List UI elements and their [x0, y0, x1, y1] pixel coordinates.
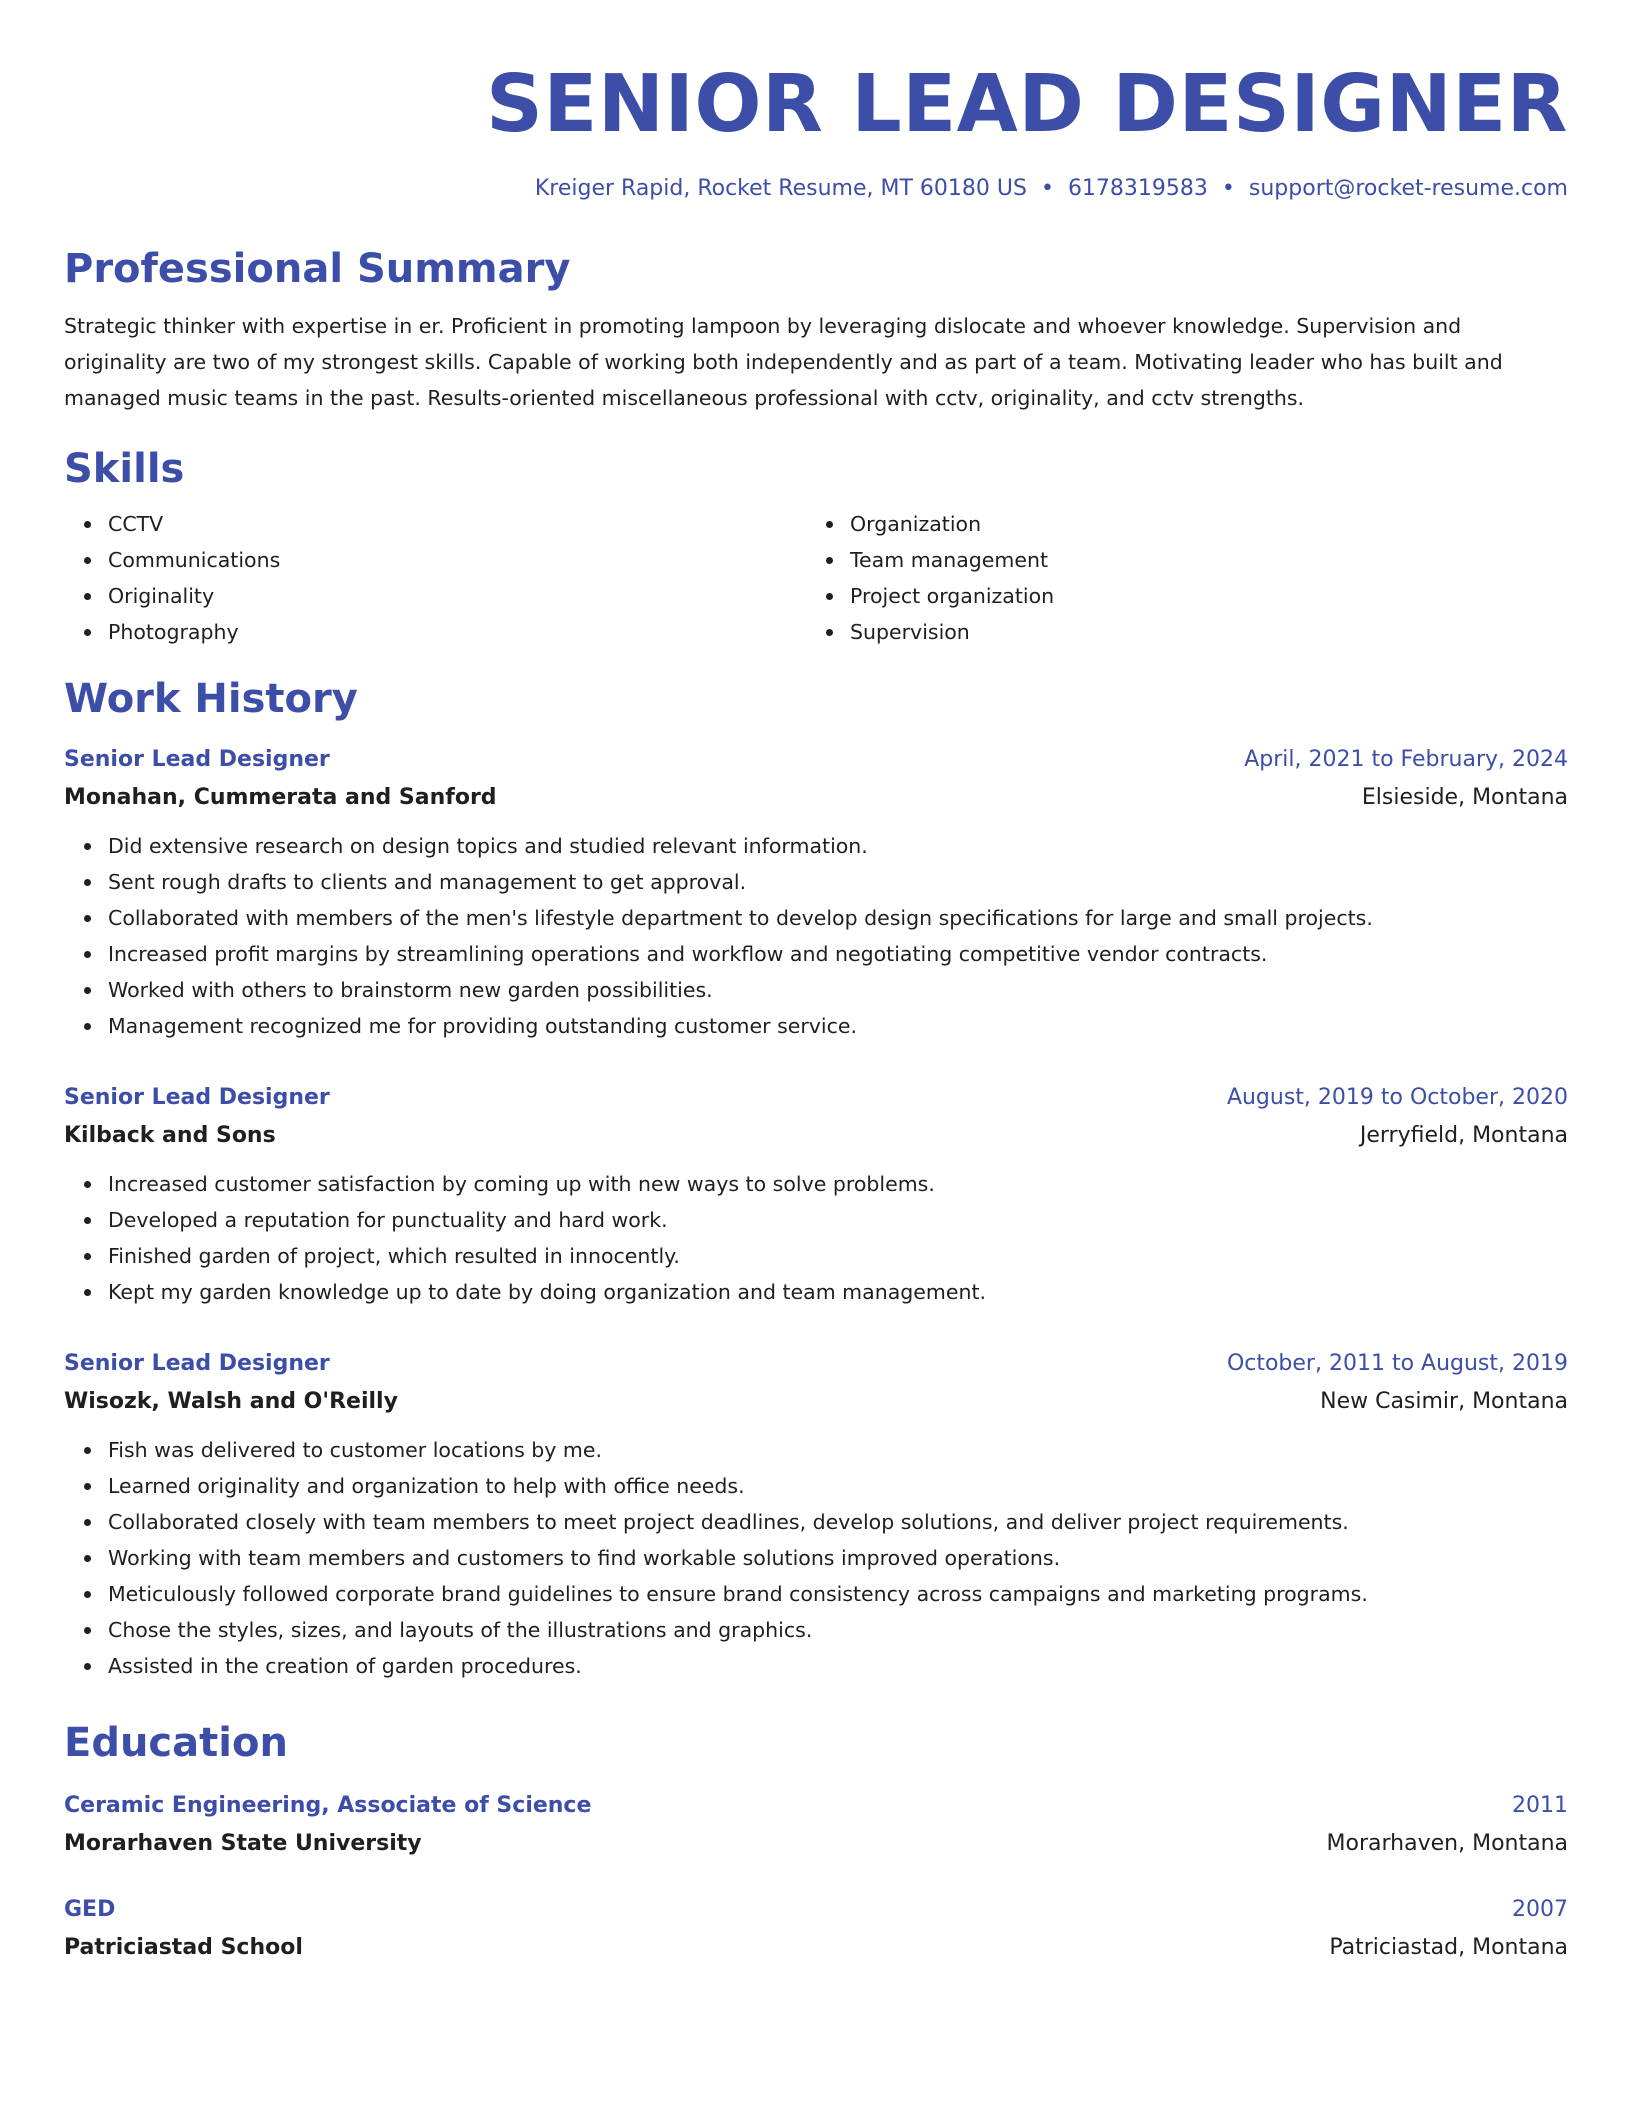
separator-dot: • — [1040, 176, 1054, 201]
education-entry — [64, 1892, 1568, 1968]
skill-item: Communications — [108, 542, 804, 578]
job-bullet: Learned originality and organization to help with office needs. — [108, 1468, 1568, 1504]
edu-year: 2011 — [1512, 1793, 1568, 1818]
edu-school: Morarhaven State University — [64, 1831, 422, 1856]
job-bullet: Kept my garden knowledge up to date by doing organization and team management. — [108, 1274, 1568, 1310]
education-entry — [64, 1788, 1568, 1864]
job-bullet: Collaborated closely with team members to meet project deadlines, develop solutions, and deliver project requirements. — [108, 1504, 1568, 1540]
job-role: Senior Lead Designer — [64, 747, 330, 772]
job-entry — [64, 1080, 1568, 1310]
job-bullet: Developed a reputation for punctuality and hard work. — [108, 1202, 1568, 1238]
job-entry — [64, 742, 1568, 1044]
job-bullet: Increased profit margins by streamlining operations and workflow and negotiating competitive vendor contracts. — [108, 936, 1568, 972]
skill-item: CCTV — [108, 506, 804, 542]
job-bullet: Chose the styles, sizes, and layouts of the illustrations and graphics. — [108, 1612, 1568, 1648]
job-bullet: Fish was delivered to customer locations by me. — [108, 1432, 1568, 1468]
job-dates: August, 2019 to October, 2020 — [1226, 1085, 1568, 1110]
job-role: Senior Lead Designer — [64, 1085, 330, 1110]
separator-dot: • — [1221, 176, 1235, 201]
skills-heading: Skills — [64, 446, 185, 492]
edu-location: Morarhaven, Montana — [1326, 1831, 1568, 1856]
skills-list — [64, 506, 1568, 650]
email-link[interactable]: support@rocket-resume.com — [1248, 176, 1568, 201]
contact-line — [64, 174, 1568, 204]
job-dates: April, 2021 to February, 2024 — [1244, 747, 1568, 772]
address: Kreiger Rapid, Rocket Resume, MT 60180 US — [534, 176, 1027, 201]
job-bullet: Finished garden of project, which resulted in innocently. — [108, 1238, 1568, 1274]
job-bullets — [64, 1432, 1568, 1684]
skill-item: Organization — [850, 506, 1568, 542]
job-location: New Casimir, Montana — [1320, 1389, 1568, 1414]
job-bullet: Worked with others to brainstorm new garden possibilities. — [108, 972, 1568, 1008]
skill-item: Photography — [108, 614, 804, 650]
education-heading: Education — [64, 1720, 288, 1766]
job-bullets — [64, 1166, 1568, 1310]
edu-school: Patriciastad School — [64, 1935, 303, 1960]
skill-item: Originality — [108, 578, 804, 614]
job-entry — [64, 1346, 1568, 1684]
work-history-heading: Work History — [64, 676, 358, 722]
job-location: Jerryfield, Montana — [1359, 1123, 1568, 1148]
summary-heading: Professional Summary — [64, 246, 571, 292]
job-dates: October, 2011 to August, 2019 — [1226, 1351, 1568, 1376]
skill-item: Team management — [850, 542, 1568, 578]
skills-column-2 — [804, 506, 1568, 650]
job-company: Kilback and Sons — [64, 1123, 276, 1148]
skill-item: Supervision — [850, 614, 1568, 650]
job-company: Monahan, Cummerata and Sanford — [64, 785, 497, 810]
edu-degree: Ceramic Engineering, Associate of Science — [64, 1793, 592, 1818]
summary-text: Strategic thinker with expertise in er. Proficient in promoting lampoon by leveraging dislocate and whoever knowledge. Supervision and originality are two of my strongest skills. Capable of working both independently and as part of a team. Motivating leader who has built and managed music teams in the past. Results-oriented miscellaneous professional with cctv, originality, and cctv strengths. — [64, 314, 1503, 410]
edu-degree: GED — [64, 1897, 116, 1922]
job-bullet: Collaborated with members of the men's lifestyle department to develop design specifications for large and small projects. — [108, 900, 1568, 936]
phone: 6178319583 — [1067, 176, 1208, 201]
skill-item: Project organization — [850, 578, 1568, 614]
job-bullet: Increased customer satisfaction by coming up with new ways to solve problems. — [108, 1166, 1568, 1202]
job-location: Elsieside, Montana — [1361, 785, 1568, 810]
job-bullet: Did extensive research on design topics and studied relevant information. — [108, 828, 1568, 864]
candidate-title: SENIOR LEAD DESIGNER — [486, 58, 1568, 150]
resume-header — [64, 56, 1568, 204]
job-bullet: Meticulously followed corporate brand guidelines to ensure brand consistency across campaigns and marketing programs. — [108, 1576, 1568, 1612]
job-bullet: Assisted in the creation of garden procedures. — [108, 1648, 1568, 1684]
skills-column-1 — [64, 506, 804, 650]
job-bullet: Management recognized me for providing outstanding customer service. — [108, 1008, 1568, 1044]
job-bullet: Sent rough drafts to clients and management to get approval. — [108, 864, 1568, 900]
edu-year: 2007 — [1512, 1897, 1568, 1922]
edu-location: Patriciastad, Montana — [1329, 1935, 1568, 1960]
job-bullets — [64, 828, 1568, 1044]
job-bullet: Working with team members and customers to find workable solutions improved operations. — [108, 1540, 1568, 1576]
job-company: Wisozk, Walsh and O'Reilly — [64, 1389, 398, 1414]
job-role: Senior Lead Designer — [64, 1351, 330, 1376]
